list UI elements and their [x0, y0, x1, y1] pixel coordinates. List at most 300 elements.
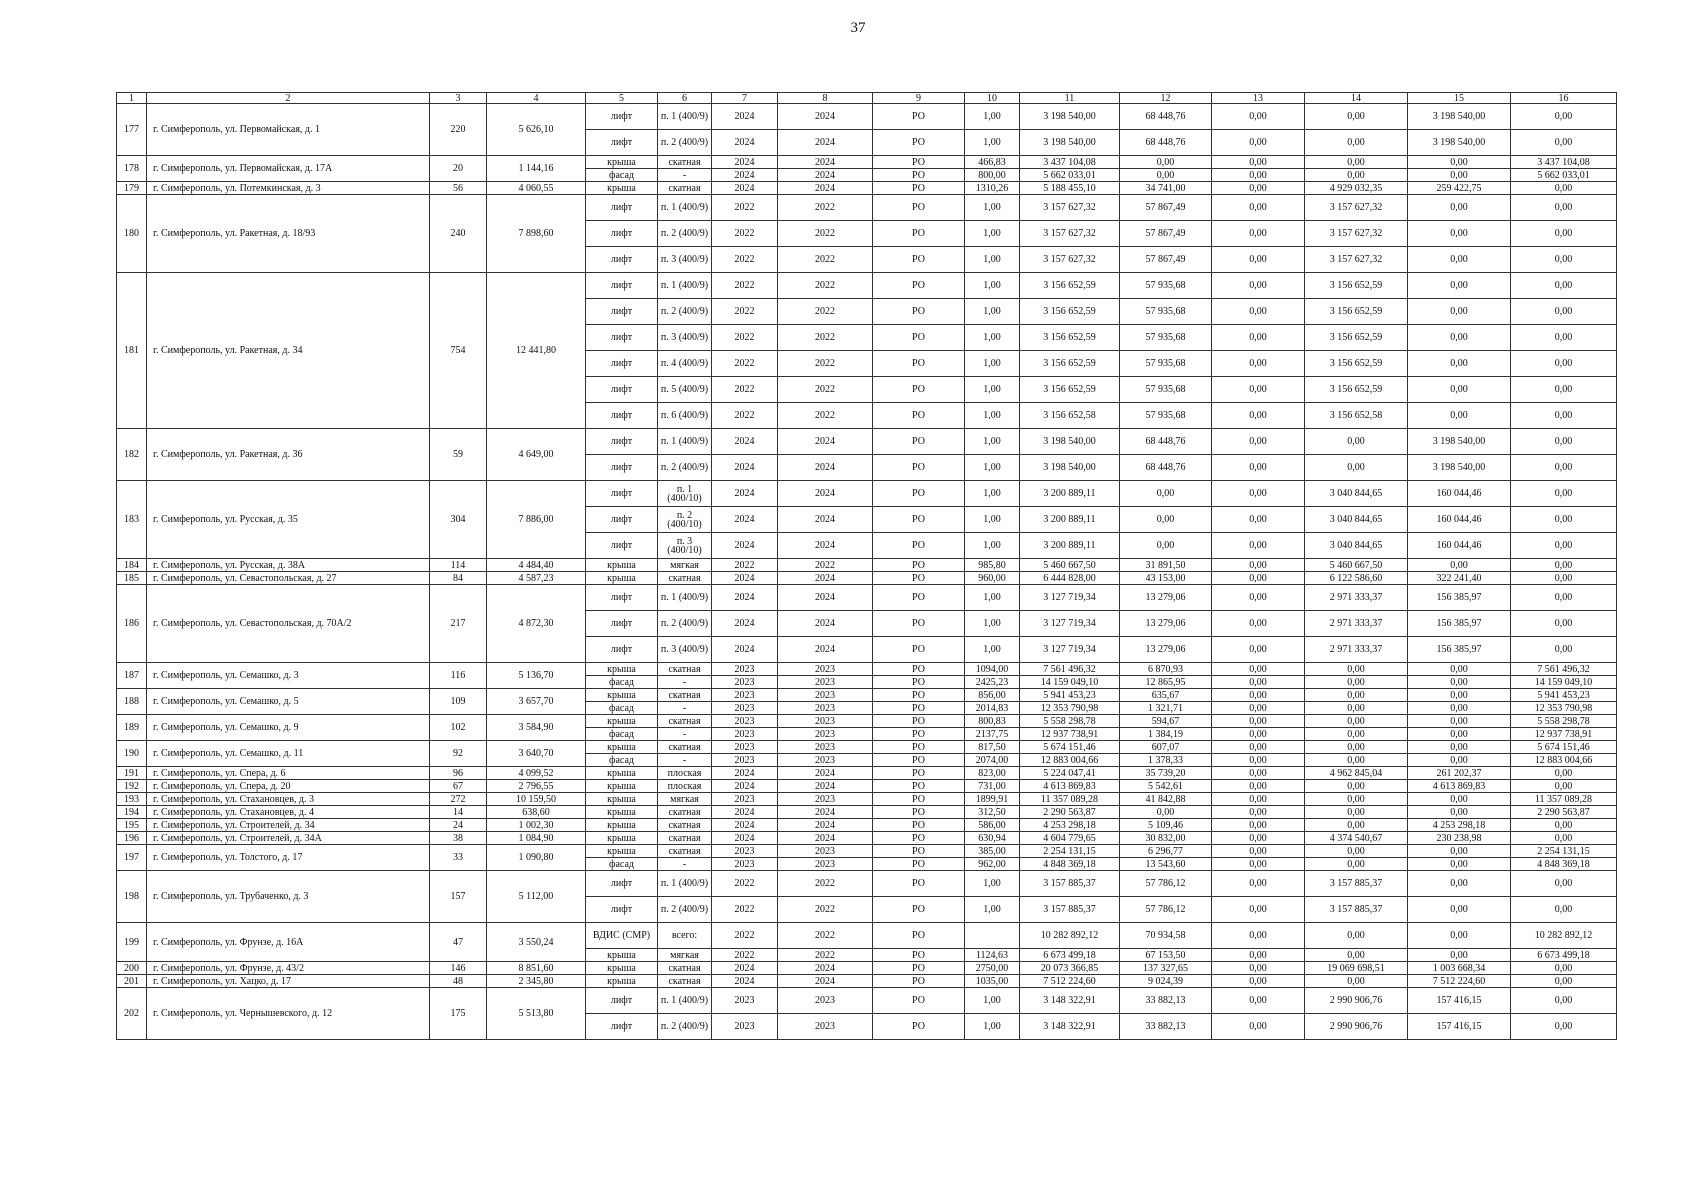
cell-col16: 0,00	[1511, 325, 1617, 351]
col-header: 9	[873, 93, 965, 104]
table-row	[117, 195, 1617, 221]
cell-col10: 856,00	[965, 689, 1020, 702]
cell-col9: РО	[873, 104, 965, 130]
cell-col6: плоская	[658, 780, 712, 793]
cell-col16: 0,00	[1511, 455, 1617, 481]
col3-cell: 272	[430, 793, 487, 806]
cell-col5: лифт	[586, 273, 658, 299]
cell-col7: 2024	[712, 806, 778, 819]
col3-cell: 38	[430, 832, 487, 845]
cell-col13: 0,00	[1212, 429, 1305, 455]
cell-col13: 0,00	[1212, 663, 1305, 676]
cell-col5: фасад	[586, 169, 658, 182]
cell-col16: 0,00	[1511, 273, 1617, 299]
cell-col10: 1124,63	[965, 949, 1020, 962]
cell-col9: РО	[873, 689, 965, 702]
cell-col12: 9 024,39	[1120, 975, 1212, 988]
cell-col5: крыша	[586, 182, 658, 195]
cell-col10: 2074,00	[965, 754, 1020, 767]
cell-col14: 3 156 652,58	[1305, 403, 1408, 429]
cell-col10: 1094,00	[965, 663, 1020, 676]
cell-col8: 2023	[778, 741, 873, 754]
cell-col11: 12 353 790,98	[1020, 702, 1120, 715]
cell-col6: п. 1 (400/9)	[658, 104, 712, 130]
cell-col10: 1,00	[965, 351, 1020, 377]
cell-col14: 3 156 652,59	[1305, 325, 1408, 351]
address-cell: г. Симферополь, ул. Строителей, д. 34	[147, 819, 430, 832]
cell-col5: крыша	[586, 689, 658, 702]
row-number-cell: 198	[117, 871, 147, 923]
cell-col15: 0,00	[1408, 923, 1511, 949]
row-number-cell: 201	[117, 975, 147, 988]
cell-col10: 731,00	[965, 780, 1020, 793]
cell-col11: 3 156 652,59	[1020, 351, 1120, 377]
cell-col16: 0,00	[1511, 351, 1617, 377]
cell-col6: мягкая	[658, 949, 712, 962]
cell-col7: 2024	[712, 767, 778, 780]
col-header: 11	[1020, 93, 1120, 104]
row-number-cell: 183	[117, 481, 147, 559]
cell-col5: крыша	[586, 793, 658, 806]
cell-col9: РО	[873, 273, 965, 299]
cell-col10: 2425,23	[965, 676, 1020, 689]
cell-col7: 2022	[712, 195, 778, 221]
cell-col10: 1,00	[965, 1014, 1020, 1040]
cell-col5: лифт	[586, 897, 658, 923]
cell-col9: РО	[873, 832, 965, 845]
cell-col12: 70 934,58	[1120, 923, 1212, 949]
cell-col13: 0,00	[1212, 780, 1305, 793]
cell-col10: 817,50	[965, 741, 1020, 754]
page-number: 37	[850, 20, 866, 36]
cell-col7: 2023	[712, 754, 778, 767]
cell-col14: 3 157 627,32	[1305, 247, 1408, 273]
cell-col6: скатная	[658, 572, 712, 585]
cell-col5: крыша	[586, 845, 658, 858]
cell-col5: фасад	[586, 728, 658, 741]
cell-col13: 0,00	[1212, 767, 1305, 780]
cell-col11: 3 157 627,32	[1020, 247, 1120, 273]
cell-col5: фасад	[586, 676, 658, 689]
cell-col9: РО	[873, 676, 965, 689]
cell-col15: 3 198 540,00	[1408, 455, 1511, 481]
area-cell: 4 099,52	[487, 767, 586, 780]
cell-col15: 0,00	[1408, 897, 1511, 923]
cell-col15: 261 202,37	[1408, 767, 1511, 780]
cell-col14: 0,00	[1305, 169, 1408, 182]
address-cell: г. Симферополь, ул. Севастопольская, д. 70А/2	[147, 585, 430, 663]
cell-col7: 2023	[712, 702, 778, 715]
cell-col13: 0,00	[1212, 299, 1305, 325]
cell-col8: 2023	[778, 858, 873, 871]
cell-col7: 2023	[712, 728, 778, 741]
cell-col9: РО	[873, 247, 965, 273]
cell-col13: 0,00	[1212, 351, 1305, 377]
cell-col11: 3 127 719,34	[1020, 637, 1120, 663]
cell-col14: 0,00	[1305, 845, 1408, 858]
cell-col10: 985,80	[965, 559, 1020, 572]
cell-col7: 2024	[712, 507, 778, 533]
cell-col12: 57 867,49	[1120, 221, 1212, 247]
cell-col13: 0,00	[1212, 689, 1305, 702]
cell-col10: 630,94	[965, 832, 1020, 845]
cell-col13: 0,00	[1212, 715, 1305, 728]
cell-col11: 3 157 885,37	[1020, 871, 1120, 897]
cell-col9: РО	[873, 793, 965, 806]
cell-col8: 2022	[778, 949, 873, 962]
table-row	[117, 780, 1617, 793]
cell-col5: лифт	[586, 247, 658, 273]
cell-col11: 3 198 540,00	[1020, 104, 1120, 130]
cell-col7: 2022	[712, 247, 778, 273]
cell-col8: 2024	[778, 637, 873, 663]
area-cell: 4 060,55	[487, 182, 586, 195]
col3-cell: 217	[430, 585, 487, 663]
table-row	[117, 975, 1617, 988]
cell-col10: 800,00	[965, 169, 1020, 182]
cell-col8: 2024	[778, 572, 873, 585]
cell-col8: 2022	[778, 351, 873, 377]
cell-col14: 0,00	[1305, 689, 1408, 702]
address-cell: г. Симферополь, ул. Стахановцев, д. 4	[147, 806, 430, 819]
cell-col5: фасад	[586, 702, 658, 715]
cell-col9: РО	[873, 299, 965, 325]
cell-col10: 1,00	[965, 403, 1020, 429]
cell-col8: 2023	[778, 845, 873, 858]
cell-col8: 2022	[778, 299, 873, 325]
cell-col12: 13 279,06	[1120, 611, 1212, 637]
cell-col12: 33 882,13	[1120, 988, 1212, 1014]
address-cell: г. Симферополь, ул. Семашко, д. 5	[147, 689, 430, 715]
cell-col15: 156 385,97	[1408, 611, 1511, 637]
cell-col5: фасад	[586, 754, 658, 767]
cell-col16: 0,00	[1511, 221, 1617, 247]
cell-col15: 0,00	[1408, 754, 1511, 767]
cell-col6: всего:	[658, 923, 712, 949]
cell-col10: 1899,91	[965, 793, 1020, 806]
area-cell: 8 851,60	[487, 962, 586, 975]
cell-col9: РО	[873, 377, 965, 403]
cell-col13: 0,00	[1212, 221, 1305, 247]
cell-col12: 31 891,50	[1120, 559, 1212, 572]
cell-col8: 2022	[778, 923, 873, 949]
cell-col6: скатная	[658, 156, 712, 169]
row-number-cell: 184	[117, 559, 147, 572]
cell-col13: 0,00	[1212, 130, 1305, 156]
cell-col16: 12 353 790,98	[1511, 702, 1617, 715]
address-cell: г. Симферополь, ул. Строителей, д. 34А	[147, 832, 430, 845]
cell-col15: 0,00	[1408, 806, 1511, 819]
cell-col12: 57 935,68	[1120, 299, 1212, 325]
cell-col11: 3 157 627,32	[1020, 221, 1120, 247]
cell-col14: 3 157 885,37	[1305, 871, 1408, 897]
cell-col7: 2024	[712, 169, 778, 182]
cell-col6: п. 2 (400/10)	[658, 507, 712, 533]
cell-col7: 2023	[712, 689, 778, 702]
cell-col16: 5 674 151,46	[1511, 741, 1617, 754]
cell-col6: п. 3 (400/9)	[658, 637, 712, 663]
row-number-cell: 196	[117, 832, 147, 845]
cell-col15: 160 044,46	[1408, 507, 1511, 533]
cell-col10: 1,00	[965, 195, 1020, 221]
cell-col10: 1,00	[965, 585, 1020, 611]
col-header: 2	[147, 93, 430, 104]
cell-col8: 2024	[778, 156, 873, 169]
cell-col7: 2022	[712, 403, 778, 429]
cell-col6: п. 1 (400/9)	[658, 273, 712, 299]
cell-col6: -	[658, 754, 712, 767]
cell-col16: 0,00	[1511, 637, 1617, 663]
col3-cell: 33	[430, 845, 487, 871]
cell-col15: 0,00	[1408, 351, 1511, 377]
cell-col8: 2024	[778, 182, 873, 195]
cell-col11: 3 198 540,00	[1020, 455, 1120, 481]
col-header: 14	[1305, 93, 1408, 104]
cell-col6: -	[658, 169, 712, 182]
cell-col10: 1,00	[965, 481, 1020, 507]
area-cell: 638,60	[487, 806, 586, 819]
cell-col8: 2024	[778, 533, 873, 559]
cell-col11: 4 848 369,18	[1020, 858, 1120, 871]
cell-col5: крыша	[586, 975, 658, 988]
cell-col15: 0,00	[1408, 728, 1511, 741]
area-cell: 2 796,55	[487, 780, 586, 793]
cell-col13: 0,00	[1212, 182, 1305, 195]
cell-col9: РО	[873, 754, 965, 767]
cell-col8: 2024	[778, 962, 873, 975]
cell-col6: -	[658, 676, 712, 689]
area-cell: 2 345,80	[487, 975, 586, 988]
cell-col12: 0,00	[1120, 156, 1212, 169]
cell-col6: п. 4 (400/9)	[658, 351, 712, 377]
column-numbers-row	[117, 93, 1617, 104]
table-row	[117, 845, 1617, 858]
col3-cell: 24	[430, 819, 487, 832]
cell-col6: п. 2 (400/9)	[658, 130, 712, 156]
cell-col11: 3 156 652,59	[1020, 273, 1120, 299]
cell-col16: 5 558 298,78	[1511, 715, 1617, 728]
area-cell: 3 640,70	[487, 741, 586, 767]
cell-col11: 12 937 738,91	[1020, 728, 1120, 741]
area-cell: 4 587,23	[487, 572, 586, 585]
cell-col16: 7 561 496,32	[1511, 663, 1617, 676]
table-row	[117, 663, 1617, 676]
address-cell: г. Симферополь, ул. Семашко, д. 11	[147, 741, 430, 767]
cell-col16: 0,00	[1511, 130, 1617, 156]
area-cell: 1 090,80	[487, 845, 586, 871]
cell-col6: п. 2 (400/9)	[658, 611, 712, 637]
area-cell: 3 584,90	[487, 715, 586, 741]
address-cell: г. Симферополь, ул. Стахановцев, д. 3	[147, 793, 430, 806]
cell-col8: 2022	[778, 247, 873, 273]
cell-col13: 0,00	[1212, 806, 1305, 819]
cell-col12: 5 542,61	[1120, 780, 1212, 793]
col3-cell: 67	[430, 780, 487, 793]
cell-col6: п. 6 (400/9)	[658, 403, 712, 429]
cell-col11: 3 127 719,34	[1020, 611, 1120, 637]
cell-col13: 0,00	[1212, 169, 1305, 182]
cell-col5: крыша	[586, 832, 658, 845]
cell-col12: 68 448,76	[1120, 455, 1212, 481]
cell-col9: РО	[873, 858, 965, 871]
cell-col10: 1,00	[965, 871, 1020, 897]
cell-col12: 43 153,00	[1120, 572, 1212, 585]
cell-col8: 2024	[778, 767, 873, 780]
cell-col13: 0,00	[1212, 975, 1305, 988]
cell-col13: 0,00	[1212, 572, 1305, 585]
cell-col10: 1,00	[965, 325, 1020, 351]
col3-cell: 84	[430, 572, 487, 585]
cell-col14: 3 040 844,65	[1305, 533, 1408, 559]
row-number-cell: 180	[117, 195, 147, 273]
cell-col9: РО	[873, 572, 965, 585]
area-cell: 4 872,30	[487, 585, 586, 663]
cell-col15: 0,00	[1408, 949, 1511, 962]
col-header: 12	[1120, 93, 1212, 104]
cell-col13: 0,00	[1212, 585, 1305, 611]
cell-col13: 0,00	[1212, 104, 1305, 130]
cell-col5: лифт	[586, 130, 658, 156]
cell-col14: 0,00	[1305, 806, 1408, 819]
col3-cell: 304	[430, 481, 487, 559]
cell-col15: 0,00	[1408, 221, 1511, 247]
cell-col14: 2 971 333,37	[1305, 585, 1408, 611]
cell-col9: РО	[873, 403, 965, 429]
table-row	[117, 793, 1617, 806]
cell-col10: 960,00	[965, 572, 1020, 585]
cell-col5: лифт	[586, 195, 658, 221]
cell-col11: 3 198 540,00	[1020, 130, 1120, 156]
cell-col8: 2022	[778, 221, 873, 247]
cell-col13: 0,00	[1212, 845, 1305, 858]
cell-col7: 2022	[712, 325, 778, 351]
cell-col5: лифт	[586, 104, 658, 130]
cell-col14: 3 157 627,32	[1305, 221, 1408, 247]
cell-col7: 2022	[712, 923, 778, 949]
cell-col7: 2024	[712, 182, 778, 195]
cell-col13: 0,00	[1212, 702, 1305, 715]
cell-col11: 3 200 889,11	[1020, 507, 1120, 533]
col3-cell: 20	[430, 156, 487, 182]
cell-col7: 2024	[712, 429, 778, 455]
cell-col10: 1,00	[965, 429, 1020, 455]
cell-col11: 14 159 049,10	[1020, 676, 1120, 689]
cell-col16: 0,00	[1511, 572, 1617, 585]
cell-col10: 1310,26	[965, 182, 1020, 195]
cell-col13: 0,00	[1212, 377, 1305, 403]
cell-col15: 3 198 540,00	[1408, 429, 1511, 455]
cell-col7: 2023	[712, 676, 778, 689]
cell-col16: 4 848 369,18	[1511, 858, 1617, 871]
cell-col16: 12 937 738,91	[1511, 728, 1617, 741]
cell-col13: 0,00	[1212, 741, 1305, 754]
cell-col8: 2023	[778, 728, 873, 741]
cell-col16: 2 290 563,87	[1511, 806, 1617, 819]
cell-col8: 2024	[778, 455, 873, 481]
area-cell: 4 484,40	[487, 559, 586, 572]
row-number-cell: 202	[117, 988, 147, 1040]
cell-col12: 57 935,68	[1120, 325, 1212, 351]
cell-col9: РО	[873, 949, 965, 962]
cell-col8: 2024	[778, 429, 873, 455]
cell-col6: п. 2 (400/9)	[658, 1014, 712, 1040]
cell-col13: 0,00	[1212, 247, 1305, 273]
cell-col16: 0,00	[1511, 377, 1617, 403]
cell-col16: 0,00	[1511, 611, 1617, 637]
cell-col8: 2024	[778, 819, 873, 832]
cell-col16: 0,00	[1511, 182, 1617, 195]
cell-col9: РО	[873, 481, 965, 507]
cell-col13: 0,00	[1212, 611, 1305, 637]
cell-col6: мягкая	[658, 559, 712, 572]
cell-col7: 2024	[712, 481, 778, 507]
cell-col5: лифт	[586, 507, 658, 533]
cell-col15: 0,00	[1408, 156, 1511, 169]
cell-col7: 2023	[712, 845, 778, 858]
cell-col9: РО	[873, 195, 965, 221]
cell-col8: 2022	[778, 273, 873, 299]
cell-col10: 1,00	[965, 455, 1020, 481]
cell-col9: РО	[873, 130, 965, 156]
cell-col13: 0,00	[1212, 1014, 1305, 1040]
cell-col16: 0,00	[1511, 767, 1617, 780]
cell-col16: 0,00	[1511, 585, 1617, 611]
cell-col11: 6 673 499,18	[1020, 949, 1120, 962]
cell-col16: 11 357 089,28	[1511, 793, 1617, 806]
cell-col15: 0,00	[1408, 325, 1511, 351]
cell-col9: РО	[873, 221, 965, 247]
col3-cell: 48	[430, 975, 487, 988]
cell-col15: 0,00	[1408, 663, 1511, 676]
cell-col13: 0,00	[1212, 962, 1305, 975]
col3-cell: 146	[430, 962, 487, 975]
cell-col10: 1,00	[965, 637, 1020, 663]
cell-col5: лифт	[586, 1014, 658, 1040]
address-cell: г. Симферополь, ул. Ракетная, д. 34	[147, 273, 430, 429]
cell-col14: 0,00	[1305, 858, 1408, 871]
cell-col7: 2024	[712, 962, 778, 975]
cell-col6: -	[658, 728, 712, 741]
row-number-cell: 199	[117, 923, 147, 962]
cell-col14: 0,00	[1305, 728, 1408, 741]
address-cell: г. Симферополь, ул. Чернышевского, д. 12	[147, 988, 430, 1040]
cell-col11: 3 437 104,08	[1020, 156, 1120, 169]
cell-col6: п. 3 (400/10)	[658, 533, 712, 559]
cell-col6: мягкая	[658, 793, 712, 806]
cell-col10: 800,83	[965, 715, 1020, 728]
cell-col9: РО	[873, 507, 965, 533]
cell-col9: РО	[873, 455, 965, 481]
cell-col16: 5 941 453,23	[1511, 689, 1617, 702]
cell-col6: п. 1 (400/9)	[658, 988, 712, 1014]
cell-col7: 2022	[712, 377, 778, 403]
cell-col13: 0,00	[1212, 871, 1305, 897]
cell-col14: 0,00	[1305, 819, 1408, 832]
col-header: 8	[778, 93, 873, 104]
cell-col10: 1,00	[965, 299, 1020, 325]
cell-col15: 0,00	[1408, 377, 1511, 403]
cell-col8: 2024	[778, 169, 873, 182]
row-number-cell: 178	[117, 156, 147, 182]
col3-cell: 157	[430, 871, 487, 923]
cell-col16: 12 883 004,66	[1511, 754, 1617, 767]
cell-col8: 2022	[778, 559, 873, 572]
cell-col8: 2024	[778, 806, 873, 819]
row-number-cell: 189	[117, 715, 147, 741]
cell-col8: 2023	[778, 689, 873, 702]
cell-col12: 57 867,49	[1120, 195, 1212, 221]
area-cell: 1 144,16	[487, 156, 586, 182]
